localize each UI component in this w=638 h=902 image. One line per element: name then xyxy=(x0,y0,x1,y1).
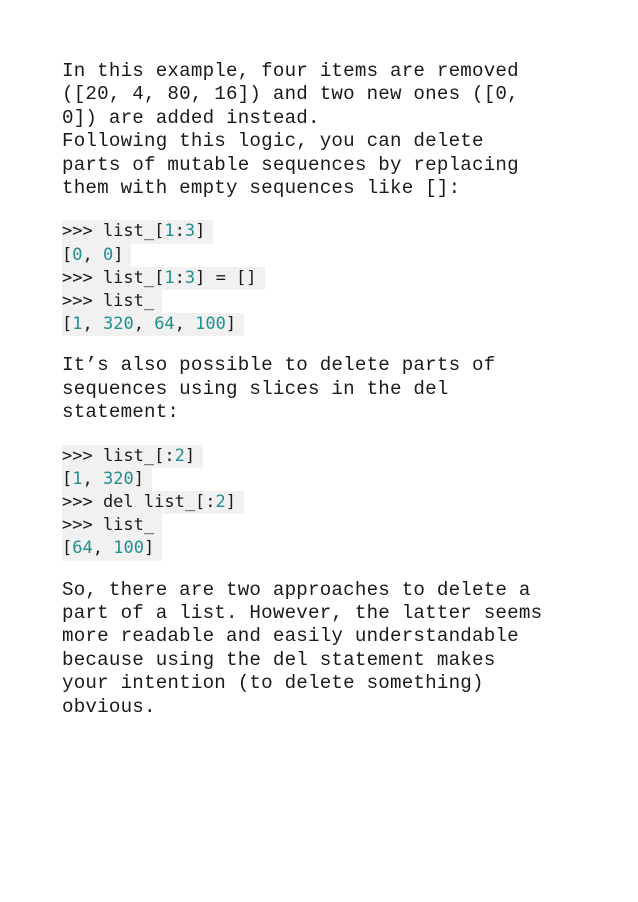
code-number-token: 100 xyxy=(113,538,144,559)
code-number-token: 1 xyxy=(164,221,175,242)
code-line xyxy=(62,267,622,290)
code-line xyxy=(62,491,622,514)
code-number-token: 0 xyxy=(102,244,114,265)
code-block-slice-assignment xyxy=(62,220,622,336)
code-text-token: [ xyxy=(62,468,73,489)
code-number-token: 2 xyxy=(174,445,185,466)
code-text-token: : xyxy=(174,267,185,288)
code-text-token: , xyxy=(82,468,103,489)
code-line xyxy=(62,445,622,468)
code-text-token: ] xyxy=(195,221,206,242)
code-text-token: , xyxy=(82,314,103,335)
code-text-token: , xyxy=(174,314,196,335)
code-number-token: 64 xyxy=(72,538,93,559)
code-number-token: 1 xyxy=(72,314,83,335)
spacer xyxy=(62,425,622,445)
paragraph-conclusion: So, there are two approaches to delete a part of a list. However, the latter seems more readable and easily understandable because using the del statement makes your intention (to delete something) obvious. xyxy=(62,578,543,718)
code-number-token: 320 xyxy=(102,314,134,335)
code-line-content xyxy=(62,220,213,243)
code-text-token: : xyxy=(174,221,185,242)
code-text-token: ] xyxy=(184,445,196,466)
code-line-content xyxy=(62,445,203,468)
code-text-token: , xyxy=(92,538,114,559)
code-text-token: ] xyxy=(113,244,124,265)
code-line-content xyxy=(62,267,265,290)
code-line-content xyxy=(62,244,131,267)
document-page xyxy=(62,60,622,719)
code-text-token: [ xyxy=(62,244,73,265)
code-text-token: ] xyxy=(133,468,144,489)
code-text-token: [ xyxy=(62,314,73,335)
code-text-token: ] xyxy=(225,314,237,335)
paragraph-intro: In this example, four items are removed ([20, 4, 80, 16]) and two new ones ([0, 0]) are added instead. Following this logic, you can delete parts of mutable sequences by replacing them with empty sequences like []: xyxy=(62,60,519,200)
code-number-token: 2 xyxy=(215,491,226,512)
spacer xyxy=(62,200,622,220)
code-line-content xyxy=(62,514,162,537)
code-number-token: 1 xyxy=(72,468,83,489)
code-number-token: 320 xyxy=(102,468,134,489)
code-text-token: , xyxy=(133,314,155,335)
code-line-content xyxy=(62,290,162,313)
code-line xyxy=(62,244,622,267)
code-number-token: 1 xyxy=(164,267,175,288)
code-text-token: ] xyxy=(225,491,237,512)
code-text-token: >>> list_ xyxy=(62,291,155,311)
code-number-token: 3 xyxy=(184,267,196,288)
code-block-del-statement xyxy=(62,445,622,561)
code-number-token: 100 xyxy=(195,314,226,335)
code-line xyxy=(62,290,622,313)
paragraph-del-slices: It’s also possible to delete parts of sequences using slices in the del statement: xyxy=(62,354,496,424)
code-number-token: 0 xyxy=(72,244,83,265)
code-line-content xyxy=(62,468,152,491)
code-text-token: ] xyxy=(143,538,155,559)
code-text-token: >>> list_ xyxy=(62,515,155,536)
code-line xyxy=(62,537,622,560)
code-line-content xyxy=(62,537,162,560)
code-text-token: ] = [] xyxy=(195,267,257,288)
spacer xyxy=(62,561,622,579)
code-number-token: 3 xyxy=(184,221,196,242)
code-text-token: >>> list_[: xyxy=(62,445,175,466)
code-line xyxy=(62,468,622,491)
code-line-content xyxy=(62,313,244,336)
code-text-token: , xyxy=(82,244,103,265)
spacer xyxy=(62,336,622,354)
code-text-token: [ xyxy=(62,538,73,559)
code-number-token: 64 xyxy=(154,314,175,335)
code-line xyxy=(62,313,622,336)
code-text-token: >>> list_[ xyxy=(62,267,165,288)
code-line xyxy=(62,514,622,537)
code-text-token: >>> del list_[: xyxy=(62,491,216,512)
code-text-token: >>> list_[ xyxy=(62,221,165,242)
code-line xyxy=(62,220,622,243)
code-line-content xyxy=(62,491,244,514)
